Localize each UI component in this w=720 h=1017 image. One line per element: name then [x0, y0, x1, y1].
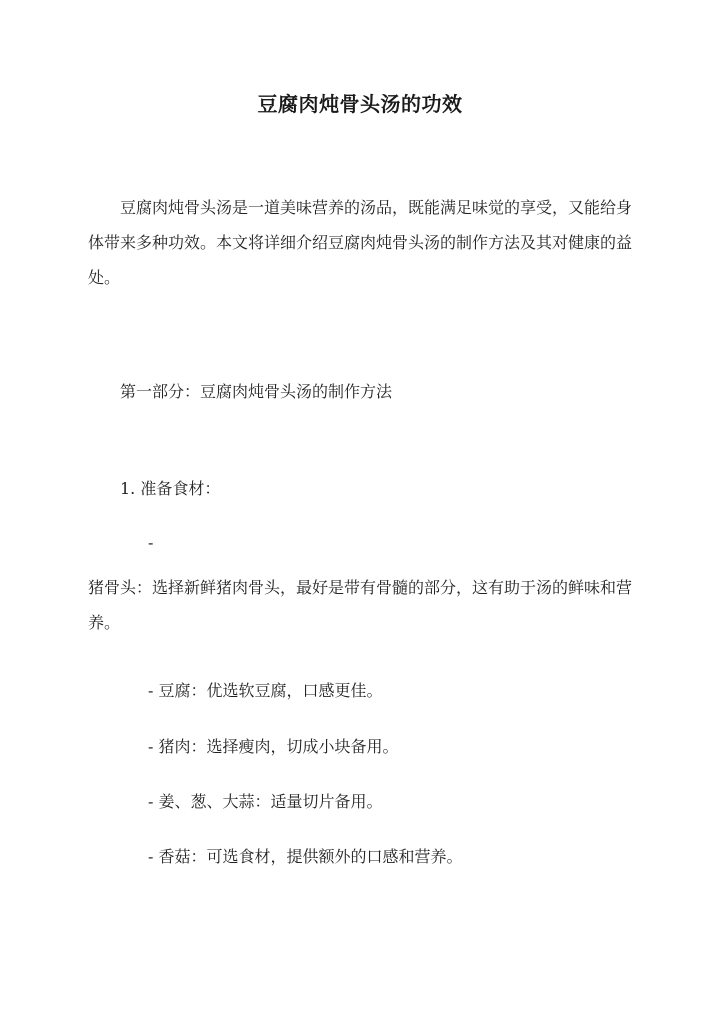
intro-paragraph: 豆腐肉炖骨头汤是一道美味营养的汤品，既能满足味觉的享受，又能给身体带来多种功效。本文将详细介绍豆腐肉炖骨头汤的制作方法及其对健康的益处。: [88, 198, 633, 287]
ingredient-bone: 猪骨头：选择新鲜猪肉骨头，最好是带有骨髓的部分，这有助于汤的鲜味和营养。: [88, 578, 633, 632]
ingredient-mushroom: - 香菇：可选食材，提供额外的口感和营养。: [148, 847, 463, 866]
list-item-prepare-ingredients: 1. 准备食材：: [120, 479, 221, 498]
section-heading: 第一部分：豆腐肉炖骨头汤的制作方法: [120, 382, 393, 401]
ingredient-tofu: - 豆腐：优选软豆腐，口感更佳。: [148, 681, 383, 700]
ingredient-pork: - 猪肉：选择瘦肉，切成小块备用。: [148, 737, 399, 756]
bullet-dash: -: [148, 533, 154, 552]
ingredient-aromatics: - 姜、葱、大蒜：适量切片备用。: [148, 792, 383, 811]
document-title: 豆腐肉炖骨头汤的功效: [257, 92, 463, 116]
